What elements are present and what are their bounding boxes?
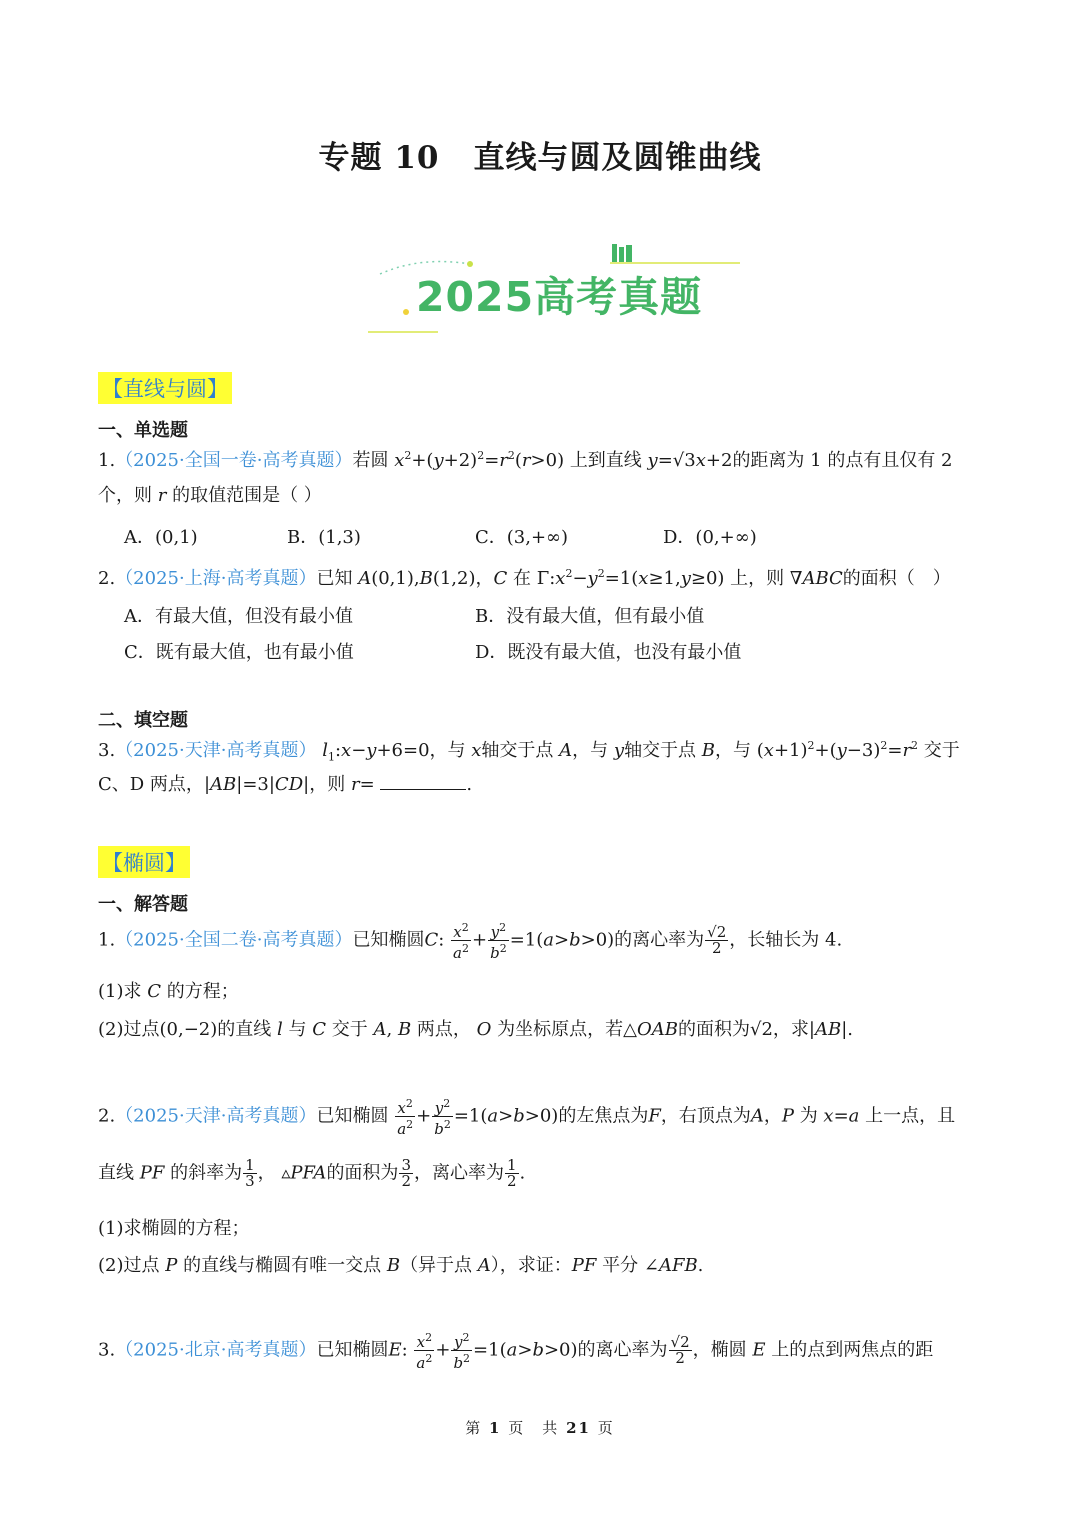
q1-option-a[interactable]: A．(0,1) bbox=[124, 527, 198, 548]
ellipse-question-2-part-2: (2)过点 P 的直线与椭圆有唯一交点 B（异于点 A），求证：PF 平分 ∠AFB. bbox=[98, 1255, 704, 1276]
heading-answer: 一、解答题 bbox=[98, 894, 188, 915]
answer-blank[interactable] bbox=[380, 773, 466, 790]
title-sub: 直线与圆及圆锥曲线 bbox=[473, 140, 762, 176]
ellipse-question-1-part-1: (1)求 C 的方程； bbox=[98, 981, 239, 1002]
banner-text: 2025高考真题 bbox=[416, 273, 703, 321]
section-tag: 【椭圆】 bbox=[98, 846, 190, 878]
banner bbox=[360, 236, 760, 341]
section-tag: 【直线与圆】 bbox=[98, 372, 232, 404]
q2-option-a[interactable]: A．有最大值，但没有最小值 bbox=[124, 606, 353, 627]
question-2-line-1: 2.（2025·上海·高考真题）已知 A(0,1),B(1,2)，C 在 $\Gamma:x^2-y^2=1(x\ge 1,y\ge 0)$ 上，则 ∇ABC的面积（ ） bbox=[98, 567, 951, 589]
question-1-line-2: 个，则 r 的取值范围是（ ） bbox=[98, 485, 322, 506]
page-title bbox=[0, 132, 1080, 177]
question-3-line-1: 3.（2025·天津·高考真题） $l_1:x-y+6=0$，与 x轴交于点 A，与 y轴交于点 B，与 $(x+1)^2+(y-3)^2=r^2$ 交于 bbox=[98, 739, 960, 764]
ellipse-question-2-line-1: 2.（2025·天津·高考真题）已知椭圆 $\frac{x^2}{a^2}$ + $\frac{y^2}{b^2}$ =1(a>b>0)的左焦点为F，右顶点为A，P 为 x=a 上一点，且 bbox=[98, 1097, 956, 1138]
q2-option-d[interactable]: D．既没有最大值，也没有最小值 bbox=[475, 642, 742, 663]
ellipse-question-2-part-1: (1)求椭圆的方程； bbox=[98, 1218, 250, 1239]
question-3-line-2: C、D 两点，|AB|=3|CD|，则 r= . bbox=[98, 774, 473, 795]
q1-option-d[interactable]: D．(0,+∞) bbox=[663, 527, 757, 548]
page-total: 21 bbox=[566, 1419, 591, 1437]
section-tag-ellipse bbox=[98, 846, 190, 878]
q1-option-b[interactable]: B．(1,3) bbox=[287, 527, 361, 548]
ellipse-question-1-part-2: (2)过点(0,−2)的直线 l 与 C 交于 A, B 两点， O 为坐标原点，若△OAB的面积为√2，求|AB|. bbox=[98, 1019, 853, 1040]
q2-option-c[interactable]: C．既有最大值，也有最小值 bbox=[124, 642, 354, 663]
heading-fill-in: 二、填空题 bbox=[98, 710, 188, 731]
title-main: 专题 10 bbox=[318, 140, 440, 176]
heading-single-choice: 一、单选题 bbox=[98, 420, 188, 441]
page-number: 1 bbox=[489, 1419, 502, 1437]
question-1-line-1: 1.（2025·全国一卷·高考真题）若圆 $x^2+(y+2)^2=r^2(r>0)$ 上到直线 y=√3x+2的距离为 1 的点有且仅有 2 bbox=[98, 449, 953, 471]
ellipse-question-1-line-1: 1.（2025·全国二卷·高考真题）已知椭圆C: $\frac{x^2}{a^2}$ + $\frac{y^2}{b^2}$ =1(a>b>0)的离心率为 $\frac{√2}{2}$ ，长轴长为 4. bbox=[98, 921, 843, 962]
section-tag-line-circle bbox=[98, 372, 232, 404]
ellipse-question-3-line-1: 3.（2025·北京·高考真题）已知椭圆E: $\frac{x^2}{a^2}$ + $\frac{y^2}{b^2}$ =1(a>b>0)的离心率为 $\frac{√2}{2}$ ，椭圆 E 上的点到两焦点的距 bbox=[98, 1331, 934, 1372]
page-footer: 第 1 页 共 21 页 bbox=[465, 1419, 615, 1437]
ellipse-question-2-line-2: 直线 PF 的斜率为 $\frac{1}{3}$ ， ▵PFA的面积为 $\frac{3}{2}$ ，离心率为 $\frac{1}{2}$ . bbox=[98, 1156, 526, 1190]
q1-option-c[interactable]: C．(3,+∞) bbox=[475, 527, 569, 548]
q2-option-b[interactable]: B．没有最大值，但有最小值 bbox=[475, 606, 705, 627]
